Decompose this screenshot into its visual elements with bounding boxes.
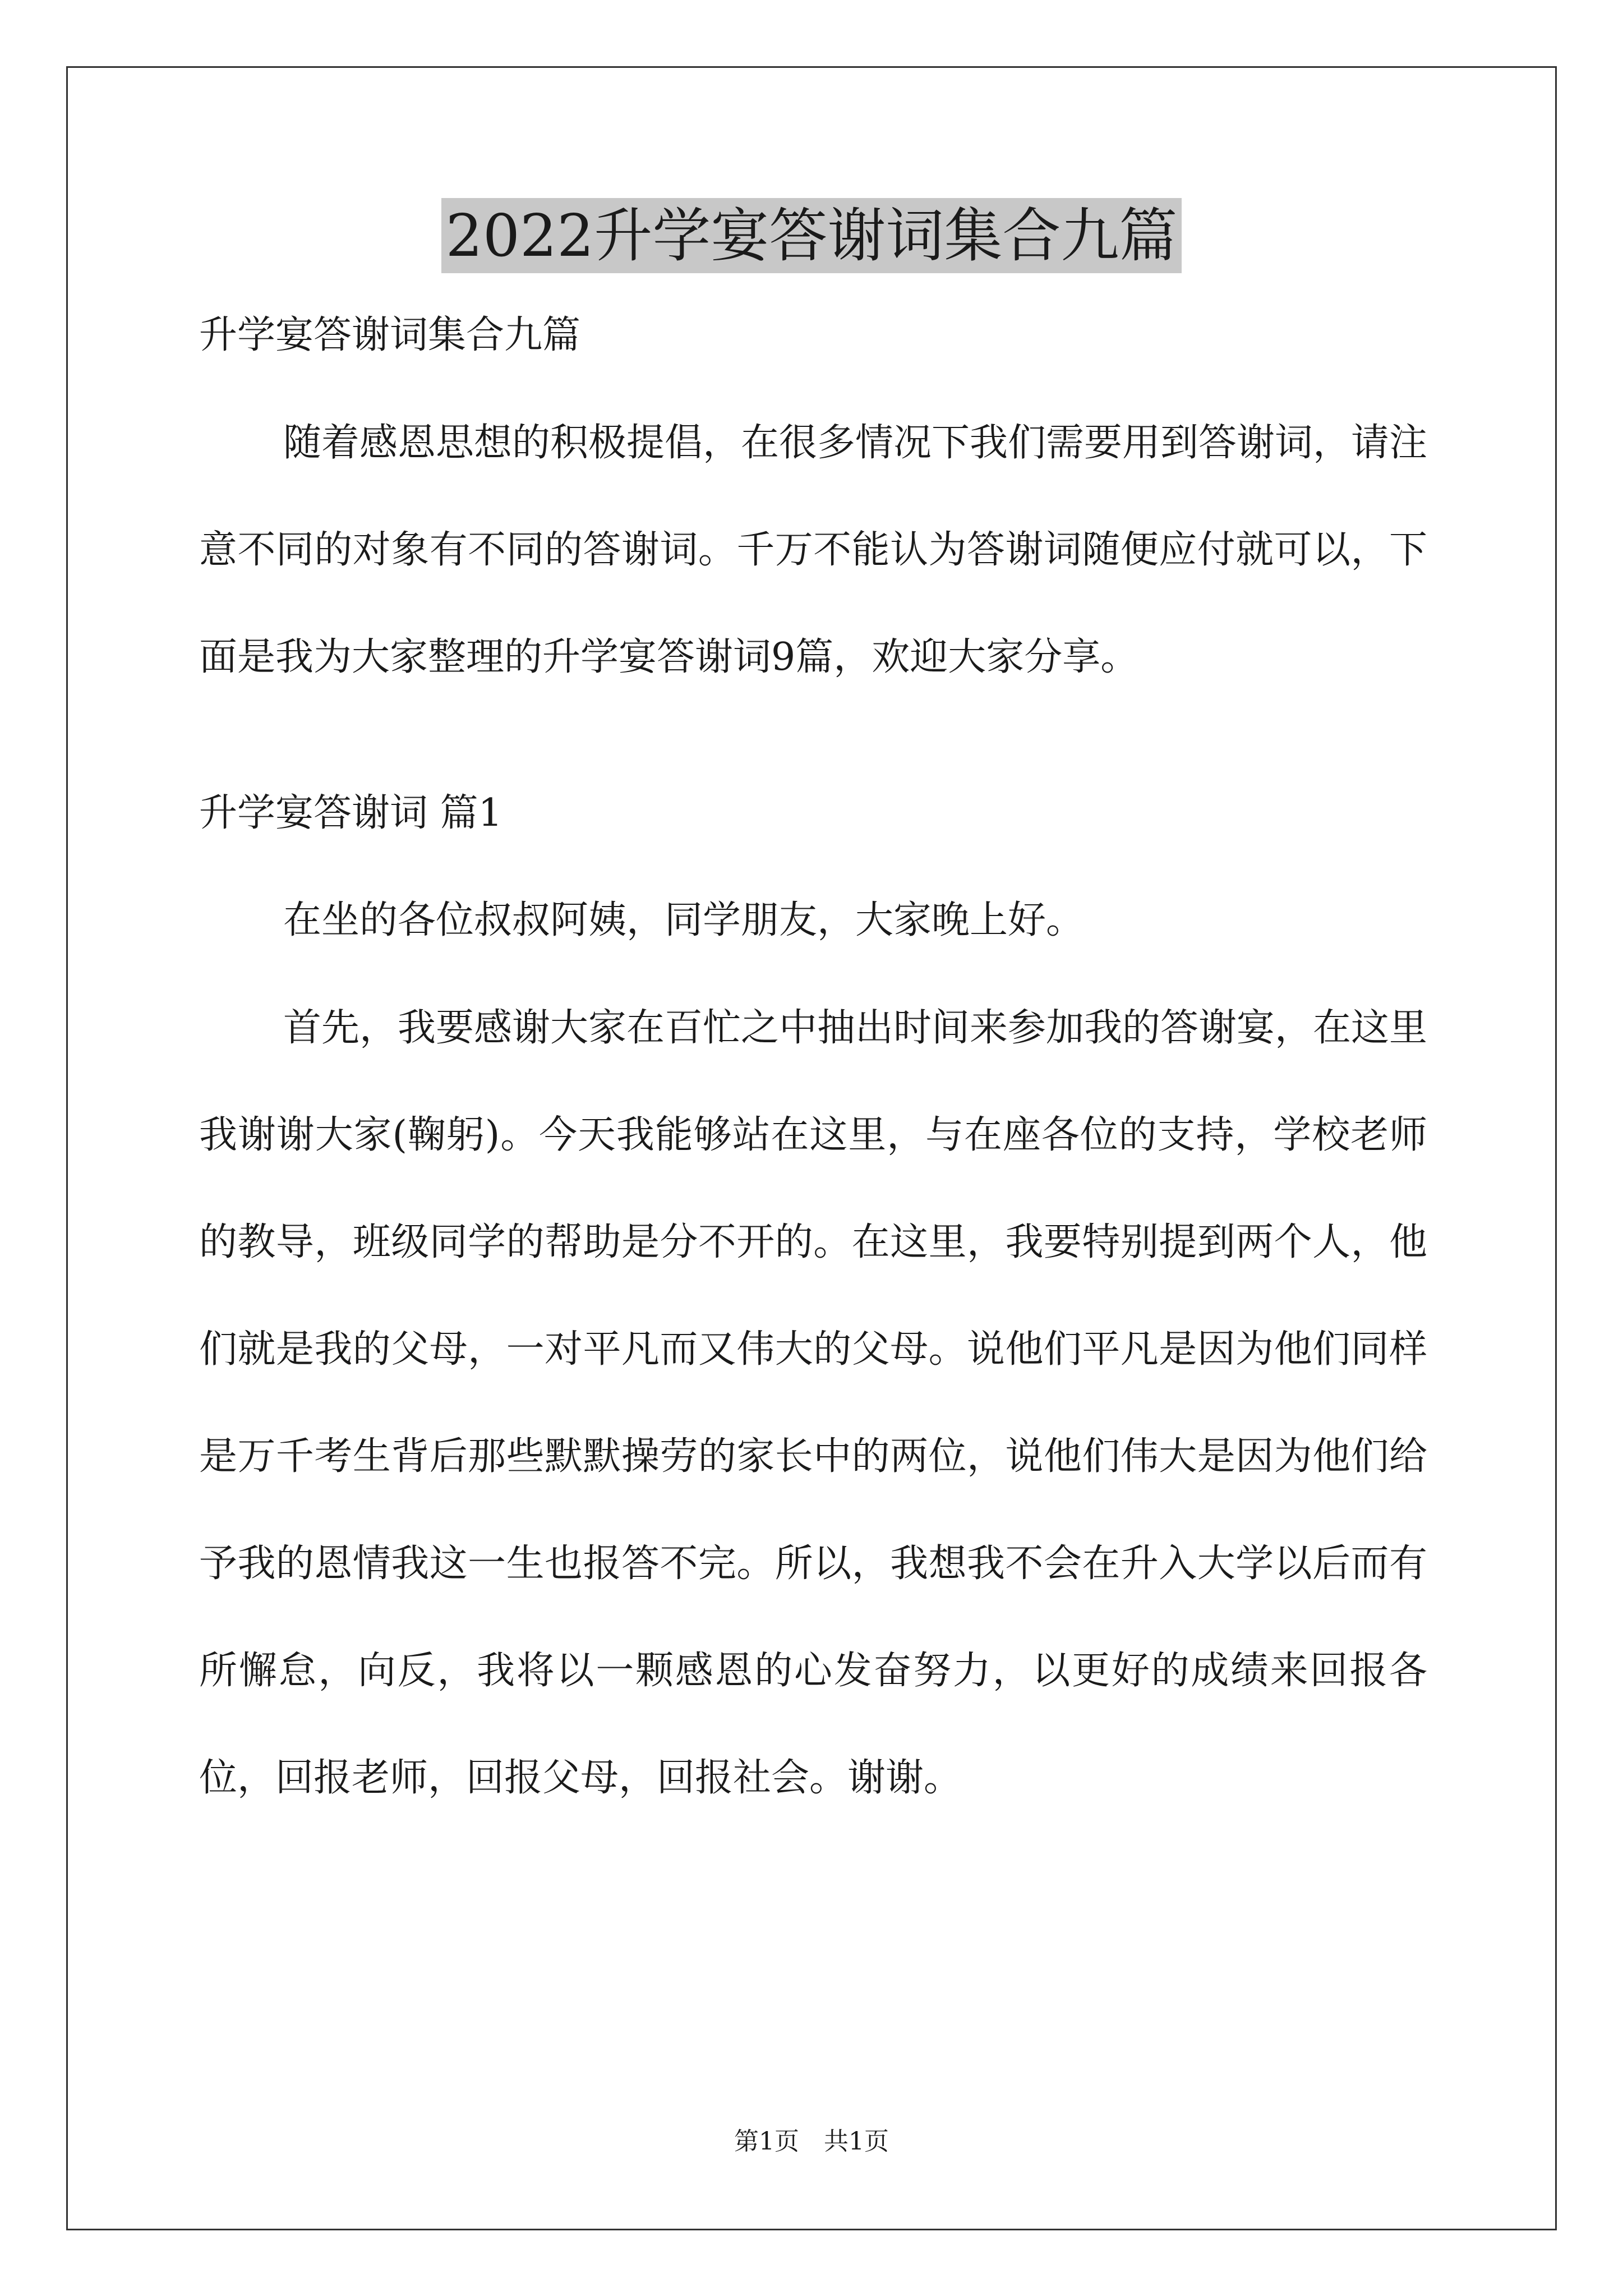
intro-paragraph: 随着感恩思想的积极提倡，在很多情况下我们需要用到答谢词，请注意不同的对象有不同的答谢词。千万不能认为答谢词随便应付就可以，下面是我为大家整理的升学宴答谢词9篇，欢迎大家分享。 (199, 421, 1428, 679)
page-footer: 第1页 共1页 (734, 2127, 889, 2156)
document-subtitle: 升学宴答谢词集合九篇 (199, 313, 581, 357)
body-paragraph: 首先，我要感谢大家在百忙之中抽出时间来参加我的答谢宴，在这里我谢谢大家(鞠躬)。今天我能够站在这里，与在座各位的支持，学校老师的教导，班级同学的帮助是分不开的。在这里，我要特别提到两个人，他们就是我的父母，一对平凡而又伟大的父母。说他们平凡是因为他们同样是万千考生背后那些默默操劳的家长中的两位，说他们伟大是因为他们给予我的恩情我这一生也报答不完。所以，我想我不会在升入大学以后而有所懈怠，向反，我将以一颗感恩的心发奋努力，以更好的成绩来回报各位，回报老师，回报父母，回报社会。谢谢。 (199, 1006, 1428, 1800)
section-gap (199, 711, 1427, 785)
document-title (0, 196, 1623, 275)
document-body (199, 307, 1427, 1832)
section-heading-1: 升学宴答谢词 篇1 (199, 791, 502, 835)
greeting-paragraph: 在坐的各位叔叔阿姨，同学朋友，大家晚上好。 (283, 898, 1085, 942)
document-title-text: 2022升学宴答谢词集合九篇 (441, 198, 1182, 273)
